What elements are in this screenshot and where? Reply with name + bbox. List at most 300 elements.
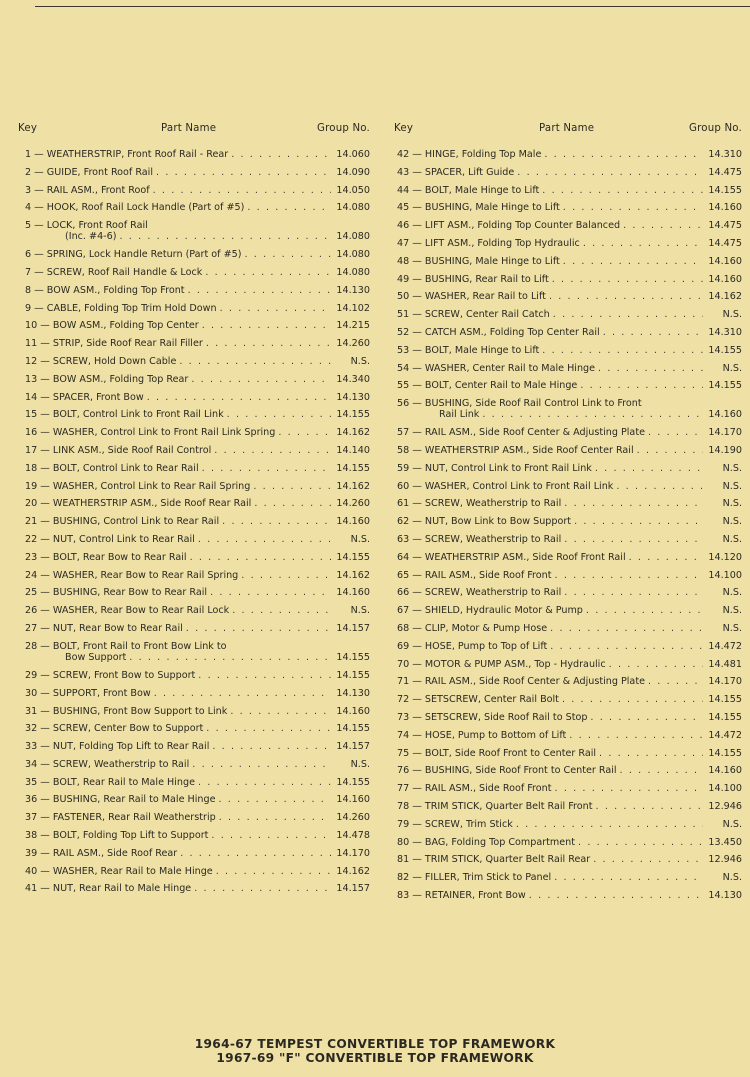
- part-name: 41 — NUT, Rear Rail to Male Hinge: [25, 883, 192, 895]
- leader-dots: [188, 285, 331, 296]
- group-number: N.S.: [722, 516, 742, 528]
- part-name: 19 — WASHER, Control Link to Rear Rail Spring: [25, 480, 251, 492]
- parts-list-item: [394, 309, 742, 320]
- leader-dots: [191, 374, 331, 385]
- parts-list-item: [394, 345, 742, 356]
- leader-dots: [198, 670, 331, 681]
- top-rule: [35, 6, 750, 7]
- leader-dots: [202, 320, 331, 331]
- parts-list-item: [394, 363, 742, 374]
- leader-dots: [186, 623, 331, 634]
- parts-list-item: [394, 534, 742, 545]
- part-name: 26 — WASHER, Rear Bow to Rear Rail Lock: [25, 605, 230, 617]
- leader-dots: [214, 445, 331, 456]
- leader-dots: [616, 481, 703, 492]
- part-name: 63 — SCREW, Weatherstrip to Rail: [397, 534, 562, 546]
- group-number: 14.050: [336, 184, 370, 196]
- part-name: 54 — WASHER, Center Rail to Male Hinge: [397, 362, 596, 374]
- parts-list-right: [394, 149, 742, 901]
- group-number: 14.130: [336, 284, 370, 296]
- group-number: 14.160: [708, 409, 742, 421]
- group-number: 14.155: [336, 652, 370, 664]
- group-number: 14.157: [336, 883, 370, 895]
- leader-dots: [544, 149, 703, 160]
- leader-dots: [648, 676, 703, 687]
- leader-dots: [553, 309, 703, 320]
- group-number: 14.155: [708, 380, 742, 392]
- group-number: 14.472: [708, 729, 742, 741]
- leader-dots: [482, 409, 703, 420]
- parts-list-item: [18, 516, 370, 527]
- leader-dots: [153, 185, 331, 196]
- leader-dots: [192, 759, 331, 770]
- part-name: 67 — SHIELD, Hydraulic Motor & Pump: [397, 605, 583, 617]
- parts-list-item: [394, 481, 742, 492]
- part-name: 21 — BUSHING, Control Link to Rear Rail: [25, 516, 220, 528]
- leader-dots: [180, 848, 331, 859]
- part-name: 48 — BUSHING, Male Hinge to Lift: [397, 255, 560, 267]
- leader-dots: [554, 872, 703, 883]
- header-key: Key: [18, 123, 38, 134]
- parts-list-item: [394, 819, 742, 830]
- parts-list-item: [394, 291, 742, 302]
- group-number: 14.170: [708, 676, 742, 688]
- part-name: 73 — SETSCREW, Side Roof Rail to Stop: [397, 712, 588, 723]
- parts-list-item: [394, 380, 742, 391]
- parts-list-item: [18, 706, 370, 717]
- group-number: N.S.: [350, 758, 370, 770]
- group-number: 14.475: [708, 166, 742, 178]
- leader-dots: [147, 392, 331, 403]
- parts-column-left: [18, 123, 370, 901]
- group-number: 14.157: [336, 741, 370, 753]
- group-number: 14.160: [336, 705, 370, 717]
- part-name: 38 — BOLT, Folding Top Lift to Support: [25, 830, 209, 842]
- parts-list-item: [394, 256, 742, 267]
- part-name: 35 — BOLT, Rear Rail to Male Hinge: [25, 776, 195, 788]
- leader-dots: [202, 463, 331, 474]
- part-name: 58 — WEATHERSTRIP ASM., Side Roof Center Rail: [397, 445, 634, 457]
- parts-list-item: [18, 883, 370, 894]
- group-number: 14.155: [336, 669, 370, 681]
- parts-list-item: [18, 830, 370, 841]
- leader-dots: [586, 605, 703, 616]
- part-name: 60 — WASHER, Control Link to Front Rail Link: [397, 480, 614, 492]
- parts-list-item: [18, 670, 370, 681]
- parts-list-item: [18, 777, 370, 788]
- part-name: 76 — BUSHING, Side Roof Front to Center Rail: [397, 765, 617, 777]
- part-name: 1 — WEATHERSTRIP, Front Roof Rail - Rear: [25, 149, 229, 160]
- leader-dots: [583, 238, 703, 249]
- parts-list-item: [18, 303, 370, 314]
- parts-list-item: [18, 605, 370, 616]
- group-number: 14.140: [336, 445, 370, 457]
- part-name: 83 — RETAINER, Front Bow: [397, 889, 526, 901]
- leader-dots: [555, 570, 703, 581]
- parts-list-item: [18, 570, 370, 581]
- group-number: 14.162: [708, 291, 742, 303]
- leader-dots: [222, 516, 331, 527]
- part-name: 75 — BOLT, Side Roof Front to Center Rail: [397, 747, 597, 759]
- parts-list-item: [18, 463, 370, 474]
- parts-list-item: [394, 516, 742, 527]
- part-name: 79 — SCREW, Trim Stick: [397, 818, 513, 830]
- parts-list-item: [394, 185, 742, 196]
- group-number: 14.260: [336, 812, 370, 824]
- leader-dots: [212, 741, 331, 752]
- leader-dots: [529, 890, 703, 901]
- group-number: N.S.: [722, 872, 742, 884]
- part-name: 29 — SCREW, Front Bow to Support: [25, 669, 196, 681]
- group-number: N.S.: [722, 498, 742, 510]
- group-number: 14.130: [336, 391, 370, 403]
- parts-list-item: [394, 498, 742, 509]
- parts-list-item: [18, 552, 370, 563]
- leader-dots: [194, 883, 331, 894]
- parts-list-item: [394, 238, 742, 249]
- leader-dots: [599, 748, 703, 759]
- parts-list-item: [394, 854, 742, 865]
- leader-dots: [552, 274, 703, 285]
- group-number: 14.481: [708, 658, 742, 670]
- part-name: 45 — BUSHING, Male Hinge to Lift: [397, 202, 560, 214]
- parts-list-item: [18, 534, 370, 545]
- group-number: 14.130: [336, 687, 370, 699]
- parts-list-item: [394, 712, 742, 723]
- leader-dots: [227, 409, 331, 420]
- leader-dots: [247, 202, 331, 213]
- part-name: 34 — SCREW, Weatherstrip to Rail: [25, 758, 190, 770]
- leader-dots: [564, 498, 703, 509]
- leader-dots: [253, 481, 331, 492]
- leader-dots: [596, 801, 703, 812]
- leader-dots: [206, 338, 331, 349]
- group-number: 12.946: [708, 800, 742, 812]
- group-number: N.S.: [722, 605, 742, 617]
- group-number: 14.080: [336, 249, 370, 261]
- parts-list-item: [18, 220, 370, 243]
- group-number: 14.155: [336, 723, 370, 735]
- group-number: 14.260: [336, 338, 370, 350]
- parts-list-item: [394, 445, 742, 456]
- part-name: 7 — SCREW, Roof Rail Handle & Lock: [25, 267, 203, 279]
- group-number: 14.160: [708, 273, 742, 285]
- parts-list-item: [394, 427, 742, 438]
- parts-list-item: [18, 185, 370, 196]
- part-name: 8 — BOW ASM., Folding Top Front: [25, 284, 185, 296]
- part-name: 52 — CATCH ASM., Folding Top Center Rail: [397, 326, 600, 338]
- leader-dots: [119, 231, 331, 242]
- leader-dots: [569, 730, 703, 741]
- part-name: 46 — LIFT ASM., Folding Top Counter Balanced: [397, 220, 621, 232]
- group-number: 14.162: [336, 480, 370, 492]
- parts-column-right: [394, 123, 742, 908]
- leader-dots: [516, 819, 703, 830]
- leader-dots: [574, 516, 703, 527]
- part-name: 82 — FILLER, Trim Stick to Panel: [397, 872, 552, 884]
- group-number: 14.170: [336, 847, 370, 859]
- group-number: 14.472: [708, 640, 742, 652]
- part-name: 77 — RAIL ASM., Side Roof Front: [397, 783, 552, 795]
- group-number: 14.155: [708, 694, 742, 706]
- leader-dots: [578, 837, 703, 848]
- part-name: 27 — NUT, Rear Bow to Rear Rail: [25, 623, 183, 635]
- part-name: 53 — BOLT, Male Hinge to Lift: [397, 344, 540, 356]
- part-name: 72 — SETSCREW, Center Rail Bolt: [397, 694, 559, 706]
- group-number: 14.155: [336, 409, 370, 421]
- group-number: N.S.: [722, 362, 742, 374]
- part-name: 49 — BUSHING, Rear Rail to Lift: [397, 273, 549, 285]
- part-name: 47 — LIFT ASM., Folding Top Hydraulic: [397, 237, 580, 249]
- header-group-no: Group No.: [317, 123, 370, 134]
- group-number: 14.155: [708, 712, 742, 723]
- parts-list-item: [18, 498, 370, 509]
- group-number: 14.170: [708, 427, 742, 439]
- leader-dots: [232, 605, 331, 616]
- part-name: 30 — SUPPORT, Front Bow: [25, 687, 151, 699]
- part-name: 55 — BOLT, Center Rail to Male Hinge: [397, 380, 578, 392]
- leader-dots: [216, 866, 331, 877]
- group-number: 14.155: [336, 776, 370, 788]
- parts-list-item: [394, 801, 742, 812]
- footer-title-line-2: 1967-69 "F" CONVERTIBLE TOP FRAMEWORK: [216, 1051, 534, 1065]
- leader-dots: [517, 167, 703, 178]
- group-number: 14.080: [336, 267, 370, 279]
- leader-dots: [542, 185, 703, 196]
- group-number: N.S.: [722, 623, 742, 635]
- leader-dots: [190, 552, 331, 563]
- part-name: Rail Link: [439, 409, 480, 421]
- part-name: 40 — WASHER, Rear Rail to Male Hinge: [25, 865, 213, 877]
- part-name: 15 — BOLT, Control Link to Front Rail Link: [25, 409, 224, 421]
- parts-list-item: [394, 641, 742, 652]
- leader-dots: [603, 327, 703, 338]
- part-name: 65 — RAIL ASM., Side Roof Front: [397, 569, 552, 581]
- group-number: 14.130: [708, 889, 742, 901]
- part-name: 43 — SPACER, Lift Guide: [397, 166, 515, 178]
- parts-list-item: [18, 167, 370, 178]
- leader-dots: [198, 777, 331, 788]
- leader-dots: [555, 783, 703, 794]
- part-name: 59 — NUT, Control Link to Front Rail Link: [397, 462, 592, 474]
- group-number: 14.162: [336, 427, 370, 439]
- leader-dots: [219, 812, 331, 823]
- part-name: 71 — RAIL ASM., Side Roof Center & Adjusting Plate: [397, 676, 645, 688]
- group-number: 14.162: [336, 569, 370, 581]
- part-name: 81 — TRIM STICK, Quarter Belt Rail Rear: [397, 854, 591, 866]
- part-name: 20 — WEATHERSTRIP ASM., Side Roof Rear Rail: [25, 498, 252, 510]
- group-number: N.S.: [722, 309, 742, 321]
- part-name: 70 — MOTOR & PUMP ASM., Top - Hydraulic: [397, 658, 606, 670]
- part-name: 11 — STRIP, Side Roof Rear Rail Filler: [25, 338, 203, 350]
- parts-list-item: [394, 872, 742, 883]
- parts-list-item: [18, 741, 370, 752]
- group-number: 14.160: [336, 587, 370, 599]
- parts-list-item: [394, 398, 742, 421]
- part-name: 13 — BOW ASM., Folding Top Rear: [25, 373, 189, 385]
- group-number: 14.160: [336, 516, 370, 528]
- parts-list-item: [18, 812, 370, 823]
- part-name: 39 — RAIL ASM., Side Roof Rear: [25, 847, 178, 859]
- leader-dots: [637, 445, 703, 456]
- parts-list-item: [18, 285, 370, 296]
- leader-dots: [562, 694, 703, 705]
- part-name: (Inc. #4-6): [65, 231, 117, 243]
- group-number: 14.155: [708, 344, 742, 356]
- group-number: 14.260: [336, 498, 370, 510]
- parts-list-item: [394, 730, 742, 741]
- part-name: 32 — SCREW, Center Bow to Support: [25, 723, 204, 735]
- parts-list-item: [18, 587, 370, 598]
- parts-list-item: [18, 688, 370, 699]
- part-name: 57 — RAIL ASM., Side Roof Center & Adjusting Plate: [397, 427, 645, 439]
- parts-list-item: [394, 220, 742, 231]
- part-name: 42 — HINGE, Folding Top Male: [397, 149, 542, 160]
- leader-dots: [230, 706, 331, 717]
- group-number: 14.160: [708, 202, 742, 214]
- parts-list-item: [18, 866, 370, 877]
- leader-dots: [609, 659, 703, 670]
- parts-list-item: [18, 427, 370, 438]
- parts-list-item: [394, 463, 742, 474]
- parts-list-item: [18, 338, 370, 349]
- leader-dots: [231, 149, 331, 160]
- leader-dots: [211, 830, 331, 841]
- parts-list-item: [394, 605, 742, 616]
- parts-list-item: [18, 202, 370, 213]
- group-number: 14.475: [708, 220, 742, 232]
- group-number: 14.060: [336, 149, 370, 160]
- group-number: 14.478: [336, 830, 370, 842]
- part-name: 68 — CLIP, Motor & Pump Hose: [397, 623, 548, 635]
- parts-list-item: [18, 409, 370, 420]
- parts-list-item: [394, 659, 742, 670]
- header-group-no: Group No.: [689, 123, 742, 134]
- part-name: 51 — SCREW, Center Rail Catch: [397, 309, 550, 321]
- part-name: 4 — HOOK, Roof Rail Lock Handle (Part of #5): [25, 202, 245, 214]
- part-name: 61 — SCREW, Weatherstrip to Rail: [397, 498, 562, 510]
- part-name: 12 — SCREW, Hold Down Cable: [25, 356, 177, 368]
- group-number: 14.090: [336, 166, 370, 178]
- leader-dots: [218, 794, 331, 805]
- leader-dots: [205, 267, 331, 278]
- leader-dots: [254, 498, 331, 509]
- group-number: 14.475: [708, 237, 742, 249]
- part-name: 36 — BUSHING, Rear Rail to Male Hinge: [25, 794, 216, 806]
- part-name: 50 — WASHER, Rear Rail to Lift: [397, 291, 546, 303]
- group-number: N.S.: [722, 534, 742, 546]
- part-name: 22 — NUT, Control Link to Rear Rail: [25, 534, 195, 546]
- part-name: 80 — BAG, Folding Top Compartment: [397, 836, 576, 848]
- leader-dots: [550, 623, 703, 634]
- parts-list-item: [18, 374, 370, 385]
- header-key: Key: [394, 123, 414, 134]
- parts-list-item: [394, 623, 742, 634]
- part-name: 62 — NUT, Bow Link to Bow Support: [397, 516, 572, 528]
- group-number: N.S.: [350, 605, 370, 617]
- parts-list-item: [394, 694, 742, 705]
- group-number: 14.155: [708, 184, 742, 196]
- group-number: 14.080: [336, 202, 370, 214]
- part-name: 64 — WEATHERSTRIP ASM., Side Roof Front Rail: [397, 551, 626, 563]
- group-number: 14.310: [708, 149, 742, 160]
- part-name-line: 56 — BUSHING, Side Roof Rail Control Link to Front: [397, 398, 642, 410]
- parts-list-item: [18, 320, 370, 331]
- part-name: 78 — TRIM STICK, Quarter Belt Rail Front: [397, 800, 593, 812]
- group-number: 14.120: [708, 551, 742, 563]
- group-number: 14.162: [336, 865, 370, 877]
- parts-list-item: [394, 890, 742, 901]
- parts-list-item: [394, 676, 742, 687]
- parts-list-item: [394, 552, 742, 563]
- parts-list-item: [394, 765, 742, 776]
- parts-list-item: [18, 794, 370, 805]
- parts-list-item: [18, 723, 370, 734]
- column-header: [394, 123, 742, 141]
- header-part-name: Part Name: [161, 123, 217, 134]
- group-number: 14.340: [336, 373, 370, 385]
- parts-list-item: [18, 445, 370, 456]
- leader-dots: [210, 587, 331, 598]
- group-number: 14.310: [708, 326, 742, 338]
- part-name: 2 — GUIDE, Front Roof Rail: [25, 166, 154, 178]
- part-name: Bow Support: [65, 652, 127, 664]
- group-number: 14.100: [708, 569, 742, 581]
- parts-list-item: [394, 274, 742, 285]
- leader-dots: [278, 427, 331, 438]
- leader-dots: [241, 570, 331, 581]
- header-part-name: Part Name: [539, 123, 595, 134]
- leader-dots: [564, 534, 703, 545]
- group-number: N.S.: [722, 587, 742, 599]
- part-name: 31 — BUSHING, Front Bow Support to Link: [25, 705, 228, 717]
- group-number: N.S.: [350, 534, 370, 546]
- column-header: [18, 123, 370, 141]
- leader-dots: [154, 688, 331, 699]
- page-footer-title: [0, 1037, 750, 1065]
- parts-list-item: [18, 149, 370, 160]
- part-name: 6 — SPRING, Lock Handle Return (Part of #5): [25, 249, 242, 261]
- parts-list-item: [18, 481, 370, 492]
- group-number: 12.946: [708, 854, 742, 866]
- group-number: 14.080: [336, 231, 370, 243]
- parts-list-item: [394, 587, 742, 598]
- leader-dots: [648, 427, 703, 438]
- part-name: 44 — BOLT, Male Hinge to Lift: [397, 184, 540, 196]
- part-name: 24 — WASHER, Rear Bow to Rear Rail Spring: [25, 569, 239, 581]
- leader-dots: [549, 291, 703, 302]
- part-name: 3 — RAIL ASM., Front Roof: [25, 184, 150, 196]
- part-name: 9 — CABLE, Folding Top Trim Hold Down: [25, 302, 217, 314]
- leader-dots: [563, 256, 703, 267]
- leader-dots: [198, 534, 331, 545]
- leader-dots: [623, 220, 703, 231]
- group-number: 14.100: [708, 783, 742, 795]
- part-name: 23 — BOLT, Rear Bow to Rear Rail: [25, 551, 187, 563]
- leader-dots: [598, 363, 703, 374]
- parts-list-item: [18, 641, 370, 664]
- leader-dots: [593, 854, 703, 865]
- leader-dots: [220, 303, 331, 314]
- group-number: 13.450: [708, 836, 742, 848]
- group-number: 14.160: [708, 255, 742, 267]
- parts-list-item: [18, 759, 370, 770]
- leader-dots: [542, 345, 703, 356]
- parts-list-item: [394, 167, 742, 178]
- footer-title-line-1: 1964-67 TEMPEST CONVERTIBLE TOP FRAMEWORK: [194, 1037, 556, 1051]
- leader-dots: [550, 641, 703, 652]
- group-number: 14.160: [336, 794, 370, 806]
